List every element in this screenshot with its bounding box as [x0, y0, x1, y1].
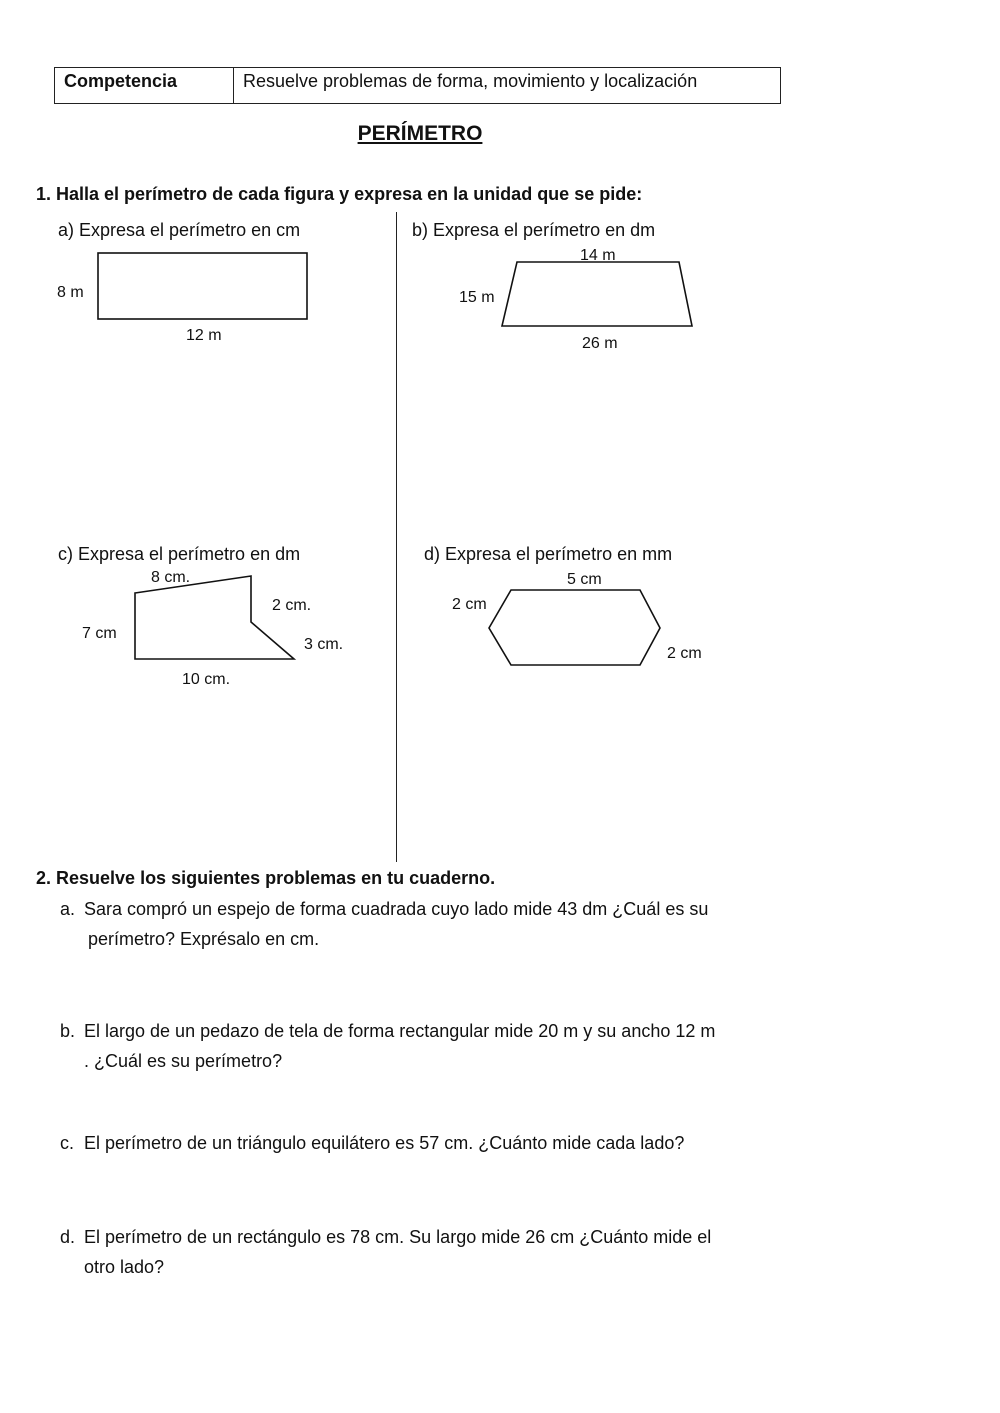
prompt-b: b) Expresa el perímetro en dm [412, 220, 656, 240]
irregular-shape [135, 576, 294, 659]
prompt-c: c) Expresa el perímetro en dm [58, 544, 301, 564]
label-c-right: 2 cm. [272, 597, 312, 614]
prompt-d: d) Expresa el perímetro en mm [424, 544, 673, 564]
problem-a-letter: a. [60, 899, 76, 919]
section-1-heading: 1. Halla el perímetro de cada figura y expresa en la unidad que se pide: [36, 184, 643, 204]
label-c-top: 8 cm. [151, 569, 191, 586]
problem-b-line1: El largo de un pedazo de tela de forma rectangular mide 20 m y su ancho 12 m [84, 1021, 716, 1041]
section-2-heading: 2. Resuelve los siguientes problemas en tu cuaderno. [36, 868, 496, 888]
problem-d [60, 1222, 820, 1282]
label-b-side: 15 m [459, 289, 495, 306]
prompt-a: a) Expresa el perímetro en cm [58, 220, 301, 240]
label-c-base: 10 cm. [182, 671, 231, 688]
problem-a [60, 894, 820, 954]
label-b-base: 26 m [582, 335, 618, 352]
problem-b-letter: b. [60, 1021, 76, 1041]
label-d-top: 5 cm [567, 571, 602, 588]
label-b-top: 14 m [580, 247, 616, 264]
problem-d-line1: El perímetro de un rectángulo es 78 cm. Su largo mide 26 cm ¿Cuánto mide el [84, 1227, 712, 1247]
trapezoid-shape [502, 262, 692, 326]
label-a-height: 8 m [57, 284, 84, 301]
problem-b [60, 1016, 820, 1076]
label-d-lower-right: 2 cm [667, 645, 702, 662]
hexagon-shape [489, 590, 660, 665]
page-title: PERÍMETRO [357, 122, 483, 145]
problem-d-letter: d. [60, 1227, 76, 1247]
label-a-base: 12 m [186, 327, 222, 344]
label-d-upper-left: 2 cm [452, 596, 487, 613]
problem-c-letter: c. [60, 1133, 75, 1153]
rectangle-shape [98, 253, 307, 319]
problem-c [60, 1128, 820, 1158]
competencia-label: Competencia [55, 68, 234, 103]
label-c-left: 7 cm [82, 625, 117, 642]
competencia-value: Resuelve problemas de forma, movimiento y localización [243, 71, 698, 91]
label-c-slant: 3 cm. [304, 636, 344, 653]
problem-d-line2: otro lado? [84, 1257, 165, 1277]
problem-a-line2: perímetro? Exprésalo en cm. [88, 929, 320, 949]
problem-c-line1: El perímetro de un triángulo equilátero es 57 cm. ¿Cuánto mide cada lado? [84, 1133, 685, 1153]
problem-b-line2: . ¿Cuál es su perímetro? [84, 1051, 283, 1071]
problem-a-line1: Sara compró un espejo de forma cuadrada cuyo lado mide 43 dm ¿Cuál es su [84, 899, 709, 919]
